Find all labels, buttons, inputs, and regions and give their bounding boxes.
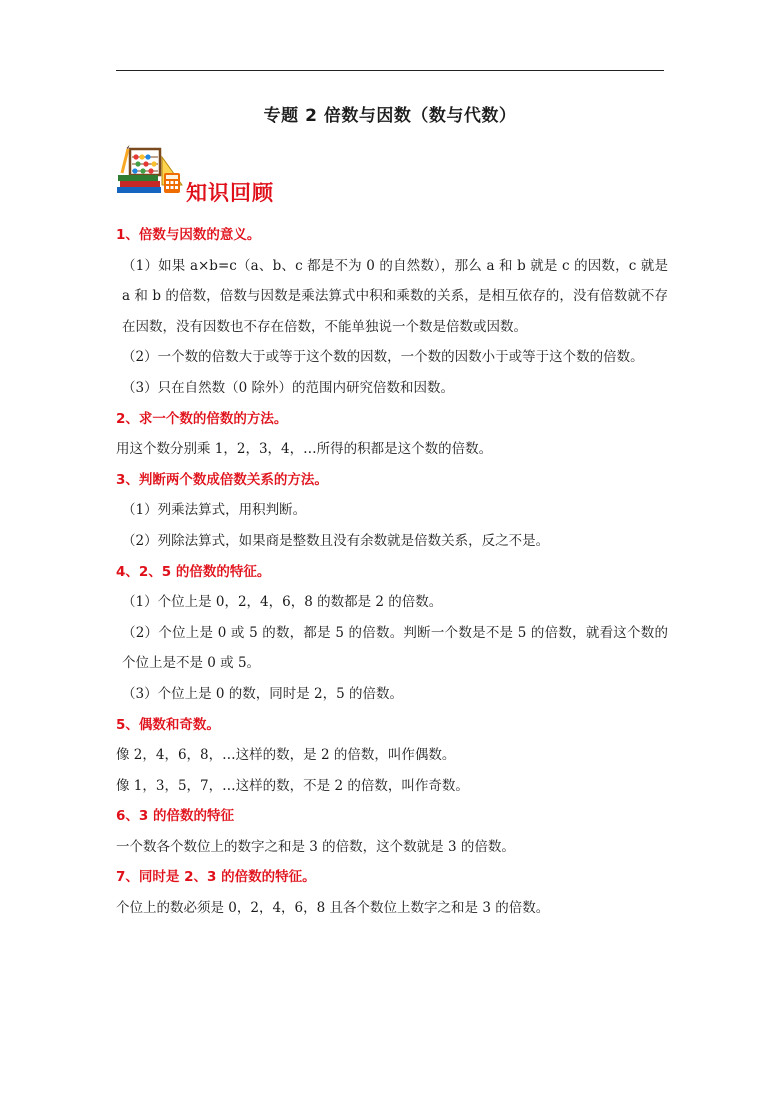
section-heading: 5、偶数和奇数。 — [116, 716, 220, 733]
paragraph: 像 2，4，6，8，…这样的数，是 2 的倍数，叫作偶数。 — [116, 747, 456, 764]
paragraph: （2）一个数的倍数大于或等于这个数的因数，一个数的因数小于或等于这个数的倍数。 — [122, 349, 644, 366]
document-title: 专题 2 倍数与因数（数与代数） — [263, 106, 517, 126]
section-heading: 2、求一个数的倍数的方法。 — [116, 410, 288, 427]
header-rule — [116, 70, 664, 71]
paragraph: （1）如果 a×b=c（a、b、c 都是不为 0 的自然数），那么 a 和 b 就是 c 的因数，c 就是 a 和 b 的倍数，倍数与因数是乘法算式中积和乘数的关系，是相互依存的，没有倍数就不存在因数，没有因数也不存在倍数，不能单独说一个数是倍数或因数。 — [122, 257, 668, 335]
paragraph: （2）个位上是 0 或 5 的数，都是 5 的倍数。判断一个数是不是 5 的倍数，就看这个数的个位上是不是 0 或 5。 — [122, 624, 668, 672]
section-heading: 6、3 的倍数的特征 — [116, 808, 234, 825]
paragraph: （1）列乘法算式，用积判断。 — [122, 502, 307, 519]
paragraph: （3）个位上是 0 的数，同时是 2，5 的倍数。 — [122, 685, 404, 702]
paragraph: （2）列除法算式，如果商是整数且没有余数就是倍数关系，反之不是。 — [122, 532, 550, 549]
section-heading: 7、同时是 2、3 的倍数的特征。 — [116, 869, 316, 886]
paragraph: （1）个位上是 0，2，4，6，8 的数都是 2 的倍数。 — [122, 594, 443, 611]
knowledge-review-body — [116, 220, 668, 924]
section-heading: 3、判断两个数成倍数关系的方法。 — [116, 471, 328, 488]
paragraph: 个位上的数必须是 0，2，4，6，8 且各个数位上数字之和是 3 的倍数。 — [116, 900, 550, 917]
section-heading: 1、倍数与因数的意义。 — [116, 227, 261, 243]
paragraph: （3）只在自然数（0 除外）的范围内研究倍数和因数。 — [122, 379, 454, 396]
section-banner-label: 知识回顾 — [186, 180, 274, 205]
abacus-stationery-icon — [116, 145, 186, 197]
paragraph: 像 1，3，5，7，…这样的数，不是 2 的倍数，叫作奇数。 — [116, 777, 469, 794]
section-heading: 4、2、5 的倍数的特征。 — [116, 563, 271, 580]
section-banner — [116, 145, 316, 205]
paragraph: 用这个数分别乘 1，2，3，4，…所得的积都是这个数的倍数。 — [116, 441, 493, 458]
paragraph: 一个数各个数位上的数字之和是 3 的倍数，这个数就是 3 的倍数。 — [116, 838, 515, 855]
